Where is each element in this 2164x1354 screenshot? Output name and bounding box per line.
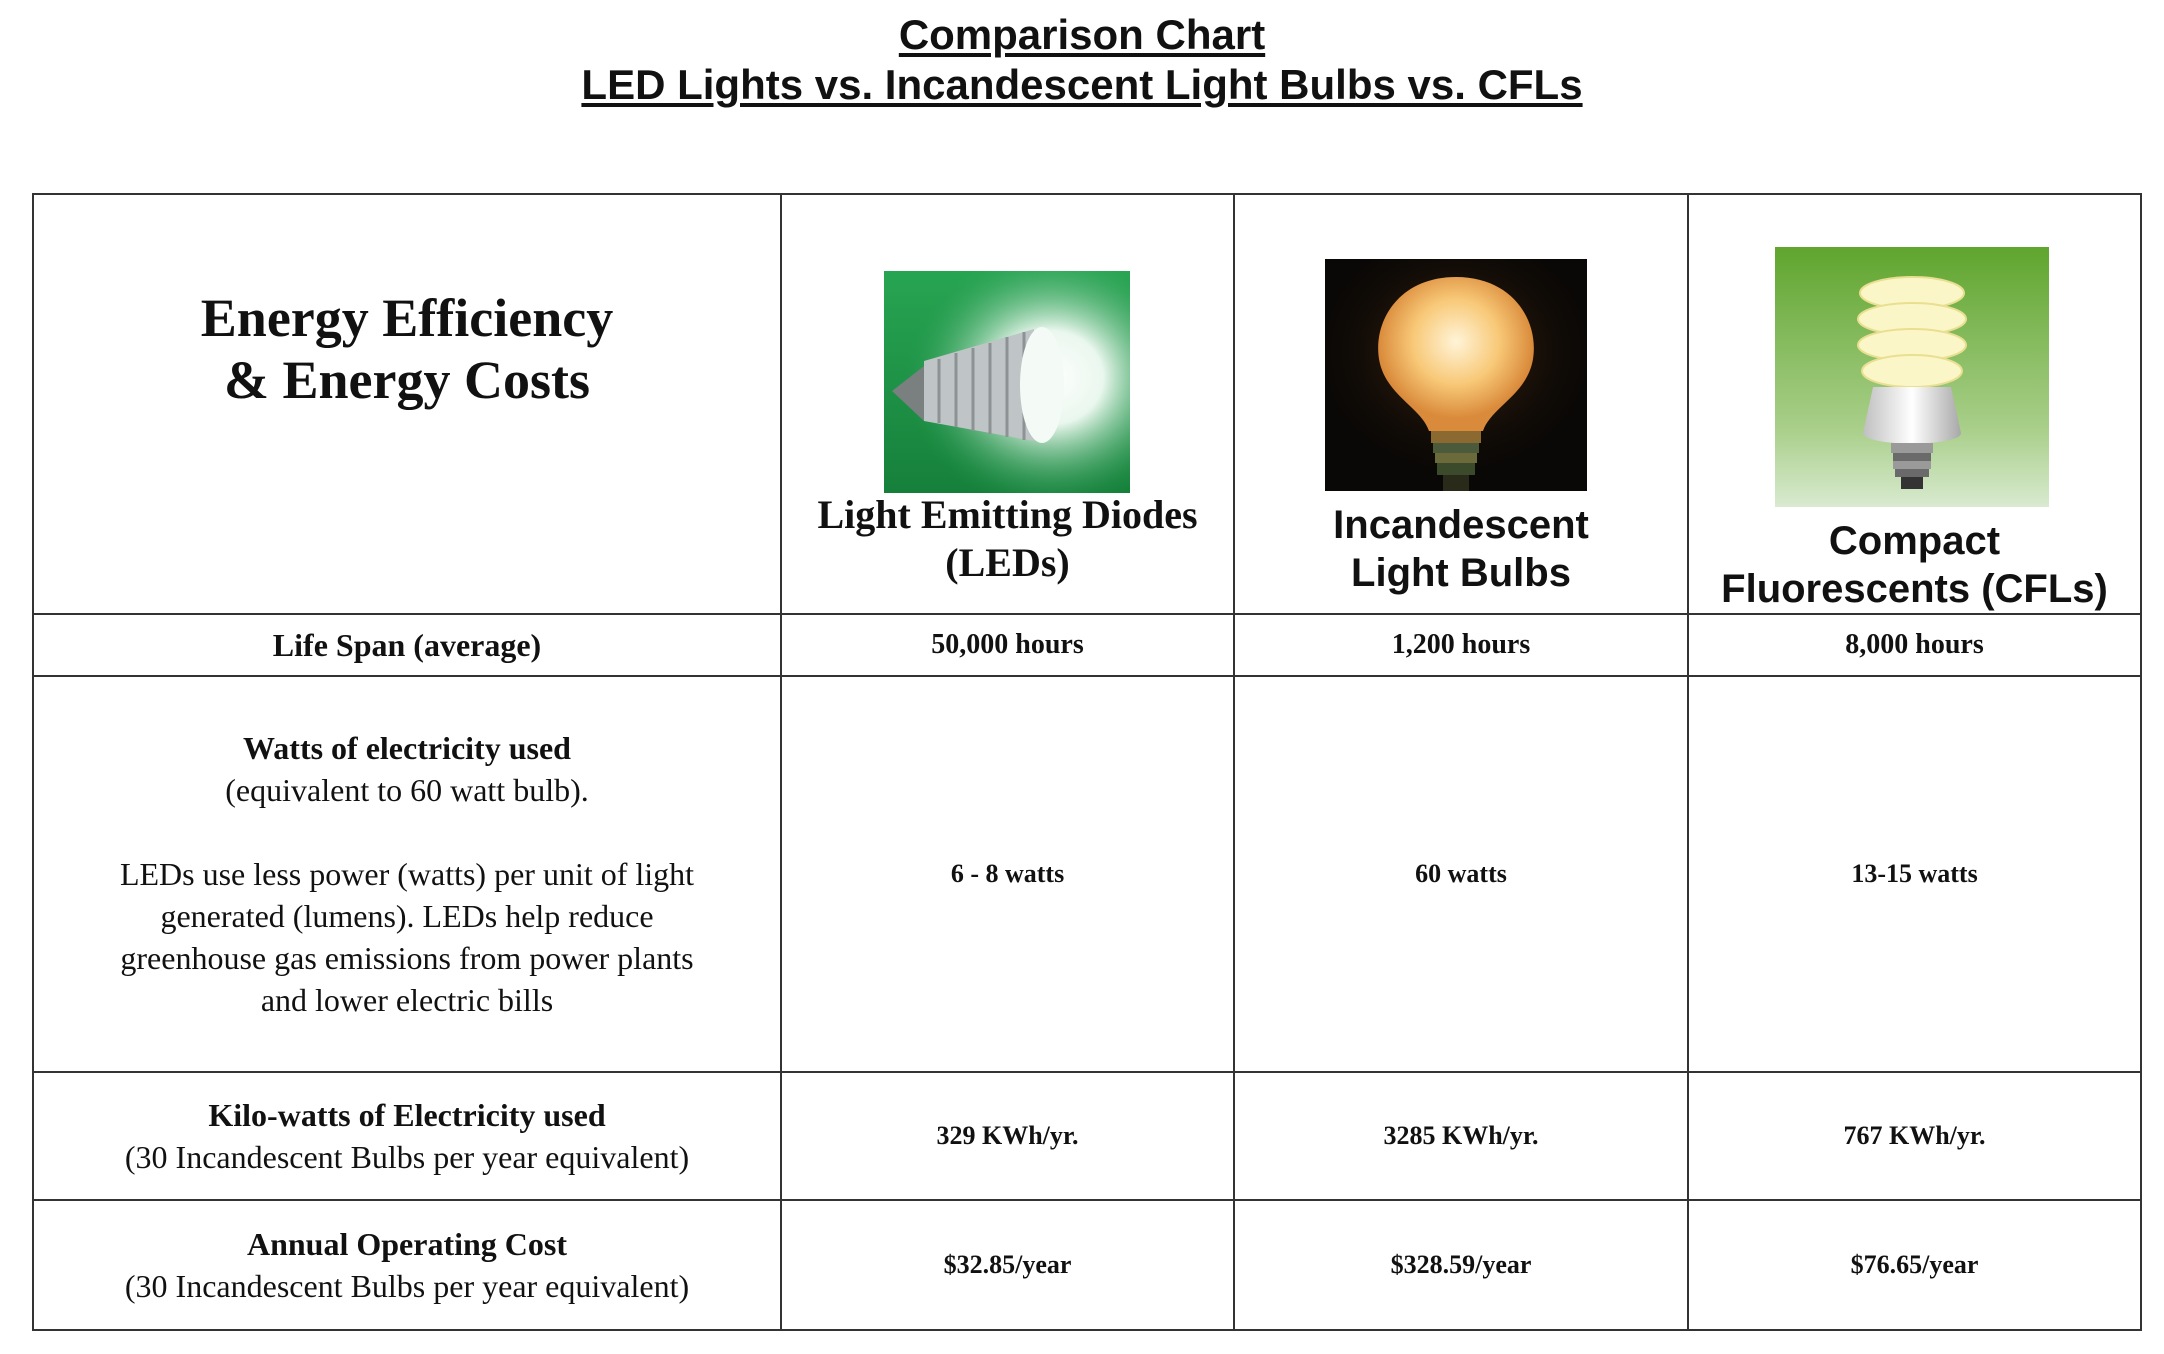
cost-sublabel: (30 Incandescent Bulbs per year equivalent) [124,1268,690,1304]
watts-sublabel: (equivalent to 60 watt bulb). [225,772,589,808]
column-header-leds [781,194,1234,614]
kwh-incandescent: 3285 KWh/yr. [1234,1072,1688,1200]
watts-note-line1: LEDs use less power (watts) per unit of light [119,856,695,892]
incandescent-bulb-icon [1325,259,1587,491]
page-subtitle: LED Lights vs. Incandescent Light Bulbs vs. CFLs [581,61,1583,108]
kwh-sublabel: (30 Incandescent Bulbs per year equivalent) [124,1139,690,1175]
watts-cfl: 13-15 watts [1688,676,2141,1072]
life-span-cfl: 8,000 hours [1688,614,2141,676]
cfl-caption-line2: Fluorescents (CFLs) [1721,567,2108,611]
kwh-label-cell [33,1072,781,1200]
watts-label: Watts of electricity used [243,730,571,766]
header-row [33,194,2141,614]
kwh-row [33,1072,2141,1200]
life-span-label: Life Span (average) [33,614,781,676]
watts-note-line3: greenhouse gas emissions from power plants [120,940,694,976]
page-title: Comparison Chart [898,11,1266,58]
incandescent-caption-line1: Incandescent [1333,503,1589,547]
comparison-table [32,193,2142,1331]
watts-incandescent: 60 watts [1234,676,1688,1072]
led-caption-line1: Light Emitting Diodes [817,492,1198,537]
row-label-line2: & Energy Costs [224,350,590,410]
cost-led: $32.85/year [781,1200,1234,1330]
watts-note-line2: generated (lumens). LEDs help reduce [160,898,654,934]
watts-led: 6 - 8 watts [781,676,1234,1072]
cost-label: Annual Operating Cost [246,1226,568,1262]
life-span-incandescent: 1,200 hours [1234,614,1688,676]
incandescent-caption-line2: Light Bulbs [1351,551,1571,595]
kwh-led: 329 KWh/yr. [781,1072,1234,1200]
column-header-cfls [1688,194,2141,614]
kwh-label: Kilo-watts of Electricity used [208,1097,606,1133]
chart-titles [0,10,2164,110]
row-label-line1: Energy Efficiency [200,288,614,348]
cost-incandescent: $328.59/year [1234,1200,1688,1330]
header-row-label [33,194,781,614]
cost-label-cell [33,1200,781,1330]
kwh-cfl: 767 KWh/yr. [1688,1072,2141,1200]
life-span-led: 50,000 hours [781,614,1234,676]
watts-row [33,676,2141,1072]
cost-cfl: $76.65/year [1688,1200,2141,1330]
cfl-caption-line1: Compact [1828,519,2001,563]
cfl-bulb-icon [1775,247,2049,507]
led-bulb-icon [884,271,1130,493]
watts-label-cell [33,676,781,1072]
cost-row [33,1200,2141,1330]
column-header-incandescent [1234,194,1688,614]
watts-note-line4: and lower electric bills [260,982,554,1018]
led-caption-line2: (LEDs) [945,540,1070,585]
life-span-row [33,614,2141,676]
